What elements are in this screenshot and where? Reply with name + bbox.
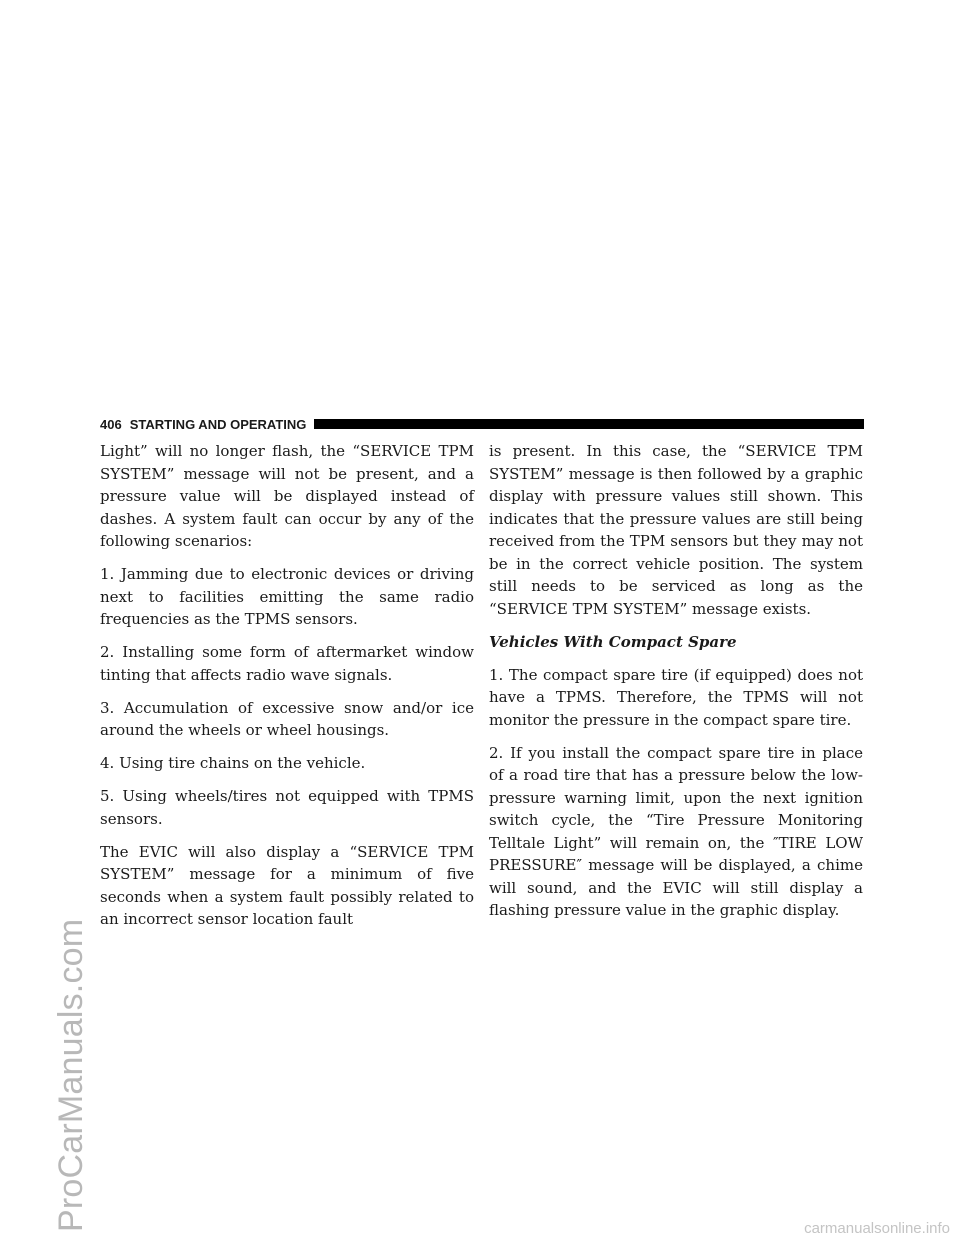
side-watermark: ProCarManuals.com bbox=[52, 918, 90, 1232]
list-item-2: 2. Installing some form of aftermarket window tinting that affects radio wave signals. bbox=[100, 643, 474, 684]
paragraph-continuation: is present. In this case, the “SERVICE TPM SYSTEM” message is then followed by a graphic display with pressure values still shown. This indicates that the pressure values are still being received from the TPM sensors but they may not be in the correct vehicle position. The system still needs to be serviced as long as the “SERVICE TPM SYSTEM” message exists. bbox=[489, 442, 863, 618]
list-item-5: 5. Using wheels/tires not equipped with TPMS sensors. bbox=[100, 787, 474, 828]
section-title: STARTING AND OPERATING bbox=[129, 416, 307, 432]
header-rule bbox=[314, 419, 864, 429]
list-item-3: 3. Accumulation of excessive snow and/or ice around the wheels or wheel housings. bbox=[100, 698, 474, 739]
spare-item-2: 2. If you install the compact spare tire in place of a road tire that has a pressure below the low-pressure warning limit, upon the next ignition switch cycle, the “Tire Pressure Monitoring Telltale Light” will remain on, the ″TIRE LOW PRESSURE″ message will be displayed, a chime will sound, and the EVIC will still display a flashing pressure value in the graphic display. bbox=[489, 743, 863, 919]
list-item-4: 4. Using tire chains on the vehicle. bbox=[100, 754, 366, 772]
page-header bbox=[100, 415, 864, 433]
right-column bbox=[489, 440, 863, 932]
paragraph-evic: The EVIC will also display a “SERVICE TPM SYSTEM” message for a minimum of five seconds when a system fault possibly related to an incorrect sensor location fault bbox=[100, 842, 474, 928]
list-item-1: 1. Jamming due to electronic devices or driving next to facilities emitting the same radio frequencies as the TPMS sensors. bbox=[100, 565, 474, 628]
paragraph-continued: Light” will no longer flash, the “SERVICE TPM SYSTEM” message will not be present, and a pressure value will be displayed instead of dashes. A system fault can occur by any of the following scenarios: bbox=[100, 442, 474, 550]
subheading-compact-spare: Vehicles With Compact Spare bbox=[489, 632, 737, 651]
spare-item-1: 1. The compact spare tire (if equipped) does not have a TPMS. Therefore, the TPMS will not monitor the pressure in the compact spare tire. bbox=[489, 665, 863, 729]
page-number: 406 bbox=[100, 416, 122, 432]
left-column bbox=[100, 440, 474, 941]
bottom-watermark: carmanualsonline.info bbox=[804, 1220, 950, 1237]
